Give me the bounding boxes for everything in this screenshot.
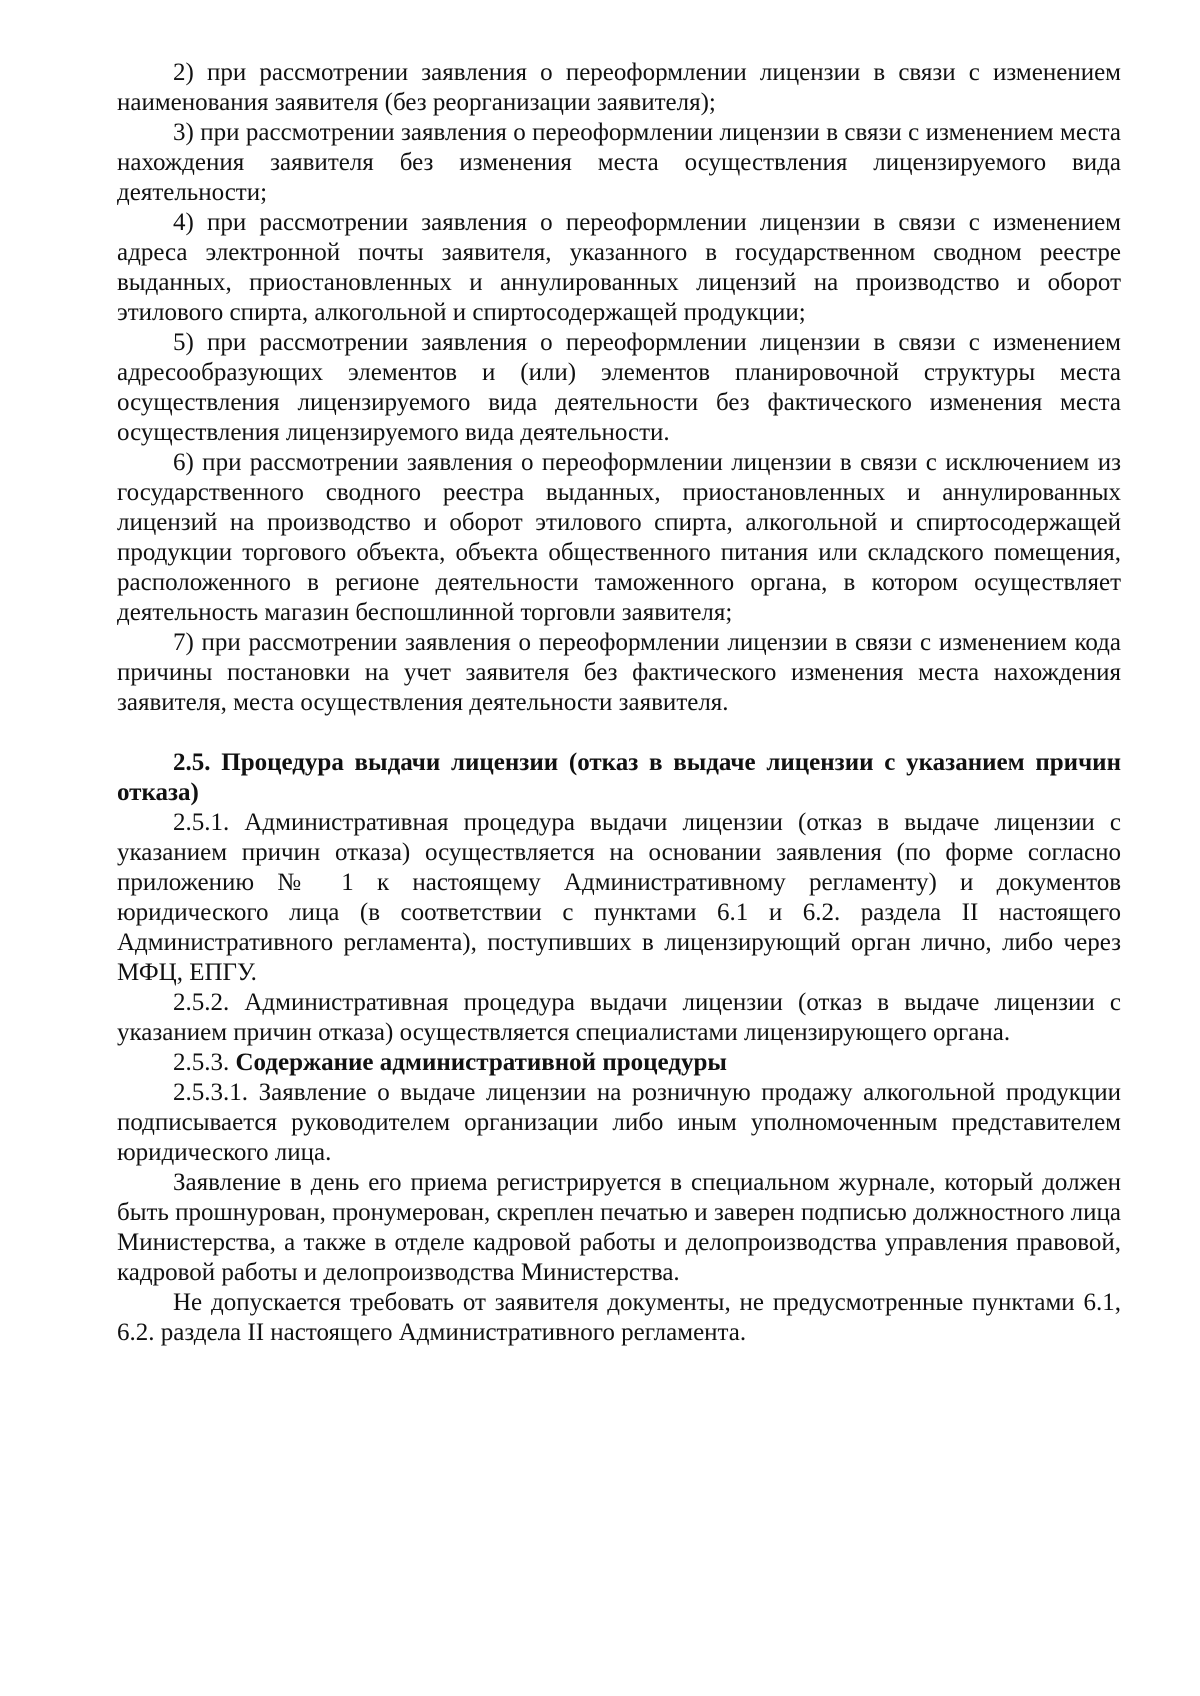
list-item-5: 5) при рассмотрении заявления о переоформлении лицензии в связи с изменением адресообразующих элементов и (или) элементов планировочной структуры места осуществления лицензируемого вида деятельности без фактического изменения места осуществления лицензируемого вида деятельности. (117, 329, 1121, 446)
paragraph-2-5-3-1: 2.5.3.1. Заявление о выдаче лицензии на розничную продажу алкогольной продукции подписывается руководителем организации либо иным уполномоченным представителем юридического лица. (117, 1079, 1121, 1166)
list-item-3: 3) при рассмотрении заявления о переоформлении лицензии в связи с изменением места нахождения заявителя без изменения места осуществления лицензируемого вида деятельности; (117, 119, 1121, 206)
paragraph-2-5-2: 2.5.2. Административная процедура выдачи лицензии (отказ в выдаче лицензии с указанием причин отказа) осуществляется специалистами лицензирующего органа. (117, 989, 1121, 1046)
list-item-4: 4) при рассмотрении заявления о переоформлении лицензии в связи с изменением адреса электронной почты заявителя, указанного в государственном сводном реестре выданных, приостановленных и аннулированных лицензий на производство и оборот этилового спирта, алкогольной и спиртосодержащей продукции; (117, 209, 1121, 326)
paragraph-2-5-3-title: Содержание административной процедуры (235, 1049, 727, 1076)
section-heading: 2.5. Процедура выдачи лицензии (отказ в выдаче лицензии с указанием причин отказа) (117, 749, 1121, 806)
section-gap (117, 718, 1121, 748)
paragraph-2-5-1: 2.5.1. Административная процедура выдачи лицензии (отказ в выдаче лицензии с указанием причин отказа) осуществляется на основании заявления (по форме согласно приложению № 1 к настоящему Административному регламенту) и документов юридического лица (в соответствии с пунктами 6.1 и 6.2. раздела II настоящего Административного регламента), поступивших в лицензирующий орган лично, либо через МФЦ, ЕПГУ. (117, 809, 1121, 986)
list-item-2: 2) при рассмотрении заявления о переоформлении лицензии в связи с изменением наименования заявителя (без реорганизации заявителя); (117, 59, 1121, 116)
list-item-7: 7) при рассмотрении заявления о переоформлении лицензии в связи с изменением кода причины постановки на учет заявителя без фактического изменения места нахождения заявителя, места осуществления деятельности заявителя. (117, 629, 1121, 716)
paragraph-2-5-3 (117, 1048, 1121, 1078)
list-item-6: 6) при рассмотрении заявления о переоформлении лицензии в связи с исключением из государственного сводного реестра выданных, приостановленных и аннулированных лицензий на производство и оборот этилового спирта, алкогольной и спиртосодержащей продукции торгового объекта, объекта общественного питания или складского помещения, расположенного в регионе деятельности таможенного органа, в котором осуществляет деятельность магазин беспошлинной торговли заявителя; (117, 449, 1121, 626)
paragraph-documents: Не допускается требовать от заявителя документы, не предусмотренные пунктами 6.1, 6.2. раздела II настоящего Административного регламента. (117, 1289, 1121, 1346)
paragraph-registration: Заявление в день его приема регистрируется в специальном журнале, который должен быть прошнурован, пронумерован, скреплен печатью и заверен подписью должностного лица Министерства, а также в отделе кадровой работы и делопроизводства управления правовой, кадровой работы и делопроизводства Министерства. (117, 1169, 1121, 1286)
paragraph-2-5-3-number: 2.5.3. (173, 1049, 236, 1076)
